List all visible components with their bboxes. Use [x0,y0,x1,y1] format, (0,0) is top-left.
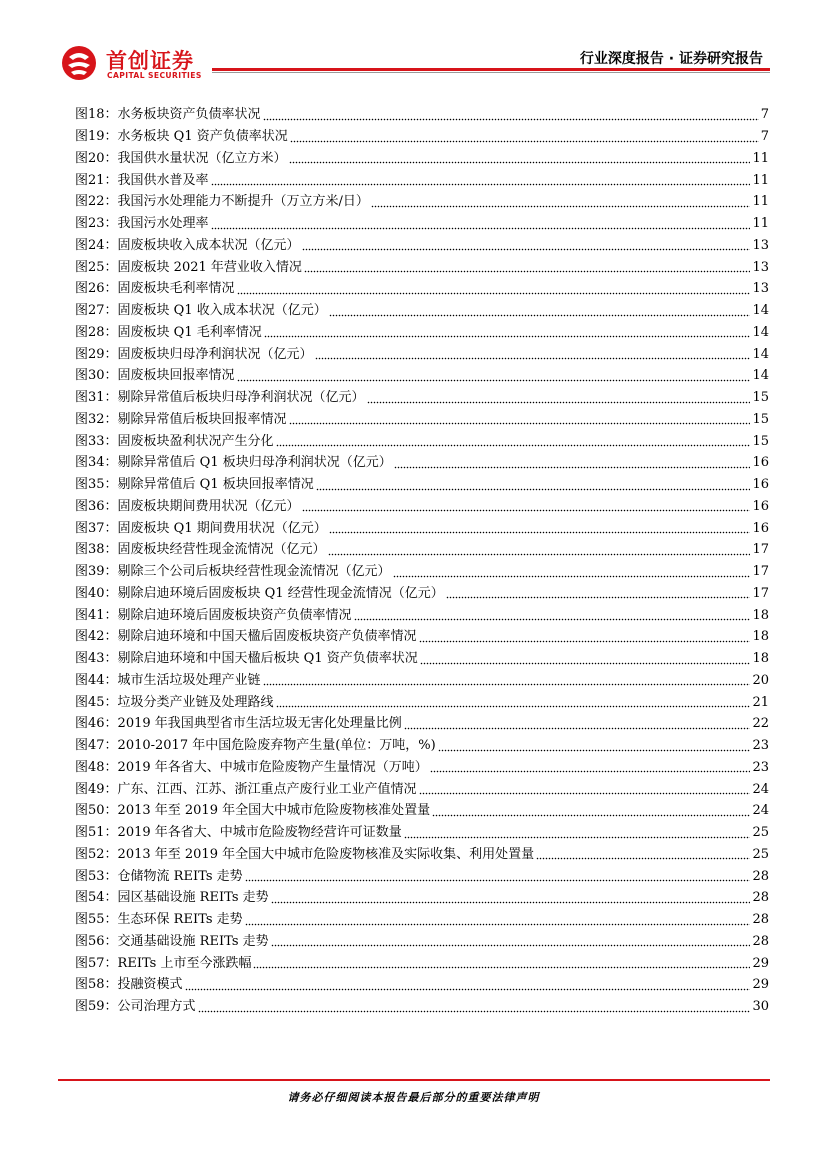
toc-dot-leader [245,921,751,926]
toc-entry[interactable] [75,757,769,779]
toc-entry[interactable] [75,387,769,409]
toc-entry[interactable] [75,583,769,605]
toc-dot-leader [302,246,751,251]
footer-disclaimer: 请务必仔细阅读本报告最后部分的重要法律声明 [287,1091,540,1104]
toc-entry-label: 图59：公司治理方式 [75,999,196,1015]
toc-dot-leader [371,203,751,208]
toc-entry-label: 图58：投融资模式 [75,977,183,993]
toc-dot-leader [245,877,751,882]
toc-entry-page: 28 [752,868,769,884]
toc-dot-leader [302,507,751,512]
toc-entry-page: 15 [752,433,769,449]
company-logo [60,44,220,82]
toc-dot-leader [237,377,751,382]
toc-entry-page: 11 [752,194,769,210]
toc-dot-leader [394,464,751,469]
toc-entry-label: 图20：我国供水量状况（亿立方米） [75,150,287,166]
toc-entry-page: 25 [752,825,769,841]
toc-entry[interactable] [75,887,769,909]
toc-entry-page: 28 [752,933,769,949]
toc-dot-leader [290,138,759,143]
toc-entry-page: 28 [752,890,769,906]
toc-entry-label: 图55：生态环保 REITs 走势 [75,912,243,928]
logo-text-cn: 首创证券 [106,49,194,73]
toc-entry-page: 20 [752,672,769,688]
toc-entry[interactable] [75,735,769,757]
toc-dot-leader [264,333,751,338]
toc-dot-leader [328,551,751,556]
toc-entry[interactable] [75,517,769,539]
toc-dot-leader [253,964,750,969]
toc-entry-label: 图23：我国污水处理率 [75,216,209,232]
toc-entry-label: 图28：固废板块 Q1 毛利率情况 [75,324,262,340]
toc-entry-label: 图27：固废板块 Q1 收入成本状况（亿元） [75,303,327,319]
toc-entry-page: 15 [752,390,769,406]
toc-dot-leader [316,486,751,491]
toc-entry[interactable] [75,430,769,452]
toc-entry-label: 图30：固废板块回报率情况 [75,368,235,384]
toc-entry-label: 图44：城市生活垃圾处理产业链 [75,672,261,688]
toc-entry-page: 7 [760,107,769,123]
toc-entry-page: 30 [752,999,769,1015]
toc-entry-label: 图47：2010-2017 年中国危险废弃物产生量(单位：万吨，%) [75,738,436,754]
toc-entry-page: 29 [752,977,769,993]
toc-dot-leader [354,616,751,621]
toc-entry[interactable] [75,844,769,866]
toc-entry-page: 16 [752,455,769,471]
toc-entry-page: 14 [752,368,769,384]
toc-dot-leader [263,681,751,686]
toc-entry[interactable] [75,909,769,931]
footer-rule [58,1079,770,1081]
toc-entry-label: 图36：固废板块期间费用状况（亿元） [75,498,300,514]
toc-dot-leader [185,986,751,991]
toc-dot-leader [276,703,751,708]
toc-entry[interactable] [75,191,769,213]
toc-entry-page: 7 [760,129,769,145]
toc-entry[interactable] [75,996,769,1018]
toc-entry-label: 图24：固废板块收入成本状况（亿元） [75,237,300,253]
toc-entry[interactable] [75,822,769,844]
toc-entry[interactable] [75,235,769,257]
toc-entry-page: 13 [752,237,769,253]
header-rule-red [212,68,770,71]
toc-entry-page: 29 [752,955,769,971]
toc-dot-leader [432,812,750,817]
toc-entry[interactable] [75,974,769,996]
toc-dot-leader [289,159,751,164]
toc-entry[interactable] [75,604,769,626]
toc-entry-page: 25 [752,846,769,862]
toc-entry-label: 图21：我国供水普及率 [75,172,209,188]
figure-list [75,104,769,1018]
toc-dot-leader [404,834,751,839]
toc-entry-label: 图53：仓储物流 REITs 走势 [75,868,243,884]
toc-entry-label: 图45：垃圾分类产业链及处理路线 [75,694,274,710]
toc-entry-label: 图57：REITs 上市至今涨跌幅 [75,955,252,971]
toc-entry[interactable] [75,626,769,648]
toc-dot-leader [271,942,751,947]
toc-entry-page: 14 [752,303,769,319]
toc-entry[interactable] [75,343,769,365]
toc-entry[interactable] [75,409,769,431]
toc-entry-label: 图18：水务板块资产负债率状况 [75,107,261,123]
toc-dot-leader [438,747,751,752]
toc-entry[interactable] [75,474,769,496]
toc-entry[interactable] [75,300,769,322]
toc-entry-page: 15 [752,411,769,427]
toc-entry-label: 图22：我国污水处理能力不断提升（万立方米/日） [75,194,369,210]
toc-entry[interactable] [75,865,769,887]
toc-dot-leader [211,225,751,230]
toc-entry-label: 图52：2013 年至 2019 年全国大中城市危险废物核准及实际收集、利用处置量 [75,846,535,862]
toc-entry-label: 图40：剔除启迪环境后固废板块 Q1 经营性现金流情况（亿元） [75,585,444,601]
logo-mark-icon [60,44,100,82]
toc-entry-page: 18 [752,607,769,623]
report-type-title: 行业深度报告 · 证券研究报告 [579,51,763,67]
toc-entry-page: 23 [752,738,769,754]
toc-entry-label: 图49：广东、江西、江苏、浙江重点产废行业工业产值情况 [75,781,417,797]
toc-dot-leader [304,268,751,273]
toc-dot-leader [419,638,751,643]
toc-entry-label: 图43：剔除启迪环境和中国天楹后板块 Q1 资产负债率状况 [75,651,418,667]
toc-entry[interactable] [75,800,769,822]
toc-entry-label: 图50：2013 年至 2019 年全国大中城市危险废物核准处置量 [75,803,431,819]
toc-entry[interactable] [75,148,769,170]
toc-entry-label: 图31：剔除异常值后板块归母净利润状况（亿元） [75,390,365,406]
toc-dot-leader [446,594,751,599]
toc-entry[interactable] [75,256,769,278]
toc-entry-page: 28 [752,912,769,928]
toc-dot-leader [430,768,751,773]
toc-entry-label: 图51：2019 年各省大、中城市危险废物经营许可证数量 [75,825,402,841]
toc-dot-leader [315,355,751,360]
toc-entry[interactable] [75,322,769,344]
toc-entry-page: 11 [752,150,769,166]
toc-entry-label: 图33：固废板块盈利状况产生分化 [75,433,274,449]
toc-entry-page: 23 [752,759,769,775]
toc-entry-page: 17 [752,542,769,558]
toc-entry-page: 13 [752,259,769,275]
toc-entry-label: 图46：2019 年我国典型省市生活垃圾无害化处理量比例 [75,716,402,732]
toc-dot-leader [329,312,751,317]
toc-entry[interactable] [75,691,769,713]
toc-entry[interactable] [75,452,769,474]
toc-entry-label: 图38：固废板块经营性现金流情况（亿元） [75,542,326,558]
toc-entry-label: 图39：剔除三个公司后板块经营性现金流情况（亿元） [75,564,391,580]
toc-entry-page: 24 [752,803,769,819]
toc-entry-page: 11 [752,172,769,188]
toc-entry-page: 24 [752,781,769,797]
toc-dot-leader [393,573,751,578]
toc-entry[interactable] [75,169,769,191]
toc-entry-label: 图29：固废板块归母净利润状况（亿元） [75,346,313,362]
toc-entry-label: 图19：水务板块 Q1 资产负债率状况 [75,129,288,145]
toc-entry-page: 13 [752,281,769,297]
toc-entry-label: 图35：剔除异常值后 Q1 板块回报率情况 [75,477,314,493]
toc-entry[interactable] [75,670,769,692]
toc-entry[interactable] [75,561,769,583]
toc-entry[interactable] [75,778,769,800]
toc-entry-page: 17 [752,564,769,580]
toc-entry-label: 图32：剔除异常值后板块回报率情况 [75,411,287,427]
header-rule-gray [212,72,770,73]
toc-dot-leader [420,660,751,665]
toc-entry[interactable] [75,931,769,953]
toc-dot-leader [536,855,750,860]
toc-dot-leader [419,790,751,795]
toc-entry-page: 18 [752,629,769,645]
toc-entry-page: 21 [752,694,769,710]
page-header [0,0,827,90]
toc-entry-page: 16 [752,498,769,514]
toc-entry-label: 图41：剔除启迪环境后固废板块资产负债率情况 [75,607,352,623]
toc-dot-leader [271,899,751,904]
toc-dot-leader [237,290,751,295]
toc-entry[interactable] [75,365,769,387]
toc-entry-label: 图26：固废板块毛利率情况 [75,281,235,297]
toc-entry-label: 图42：剔除启迪环境和中国天楹后固废板块资产负债率情况 [75,629,417,645]
logo-text-en: CAPITAL SECURITIES [107,71,202,80]
toc-entry-page: 14 [752,324,769,340]
toc-entry-page: 16 [752,520,769,536]
toc-dot-leader [289,420,751,425]
toc-dot-leader [198,1008,751,1013]
toc-entry[interactable] [75,213,769,235]
toc-entry-page: 18 [752,651,769,667]
toc-dot-leader [263,116,759,121]
toc-dot-leader [211,181,751,186]
toc-entry-label: 图54：园区基础设施 REITs 走势 [75,890,269,906]
toc-entry-label: 图48：2019 年各省大、中城市危险废物产生量情况（万吨） [75,759,428,775]
toc-entry[interactable] [75,713,769,735]
toc-dot-leader [329,529,751,534]
toc-entry-label: 图25：固废板块 2021 年营业收入情况 [75,259,302,275]
toc-dot-leader [276,442,751,447]
toc-dot-leader [404,725,751,730]
toc-entry[interactable] [75,539,769,561]
toc-entry[interactable] [75,648,769,670]
toc-entry-page: 22 [752,716,769,732]
toc-entry[interactable] [75,126,769,148]
toc-entry-label: 图37：固废板块 Q1 期间费用状况（亿元） [75,520,327,536]
toc-entry-label: 图56：交通基础设施 REITs 走势 [75,933,269,949]
toc-entry[interactable] [75,952,769,974]
toc-entry-page: 17 [752,585,769,601]
toc-dot-leader [367,399,751,404]
toc-entry[interactable] [75,496,769,518]
toc-entry-page: 14 [752,346,769,362]
toc-entry[interactable] [75,104,769,126]
toc-entry-label: 图34：剔除异常值后 Q1 板块归母净利润状况（亿元） [75,455,392,471]
toc-entry[interactable] [75,278,769,300]
toc-entry-page: 11 [752,216,769,232]
toc-entry-page: 16 [752,477,769,493]
